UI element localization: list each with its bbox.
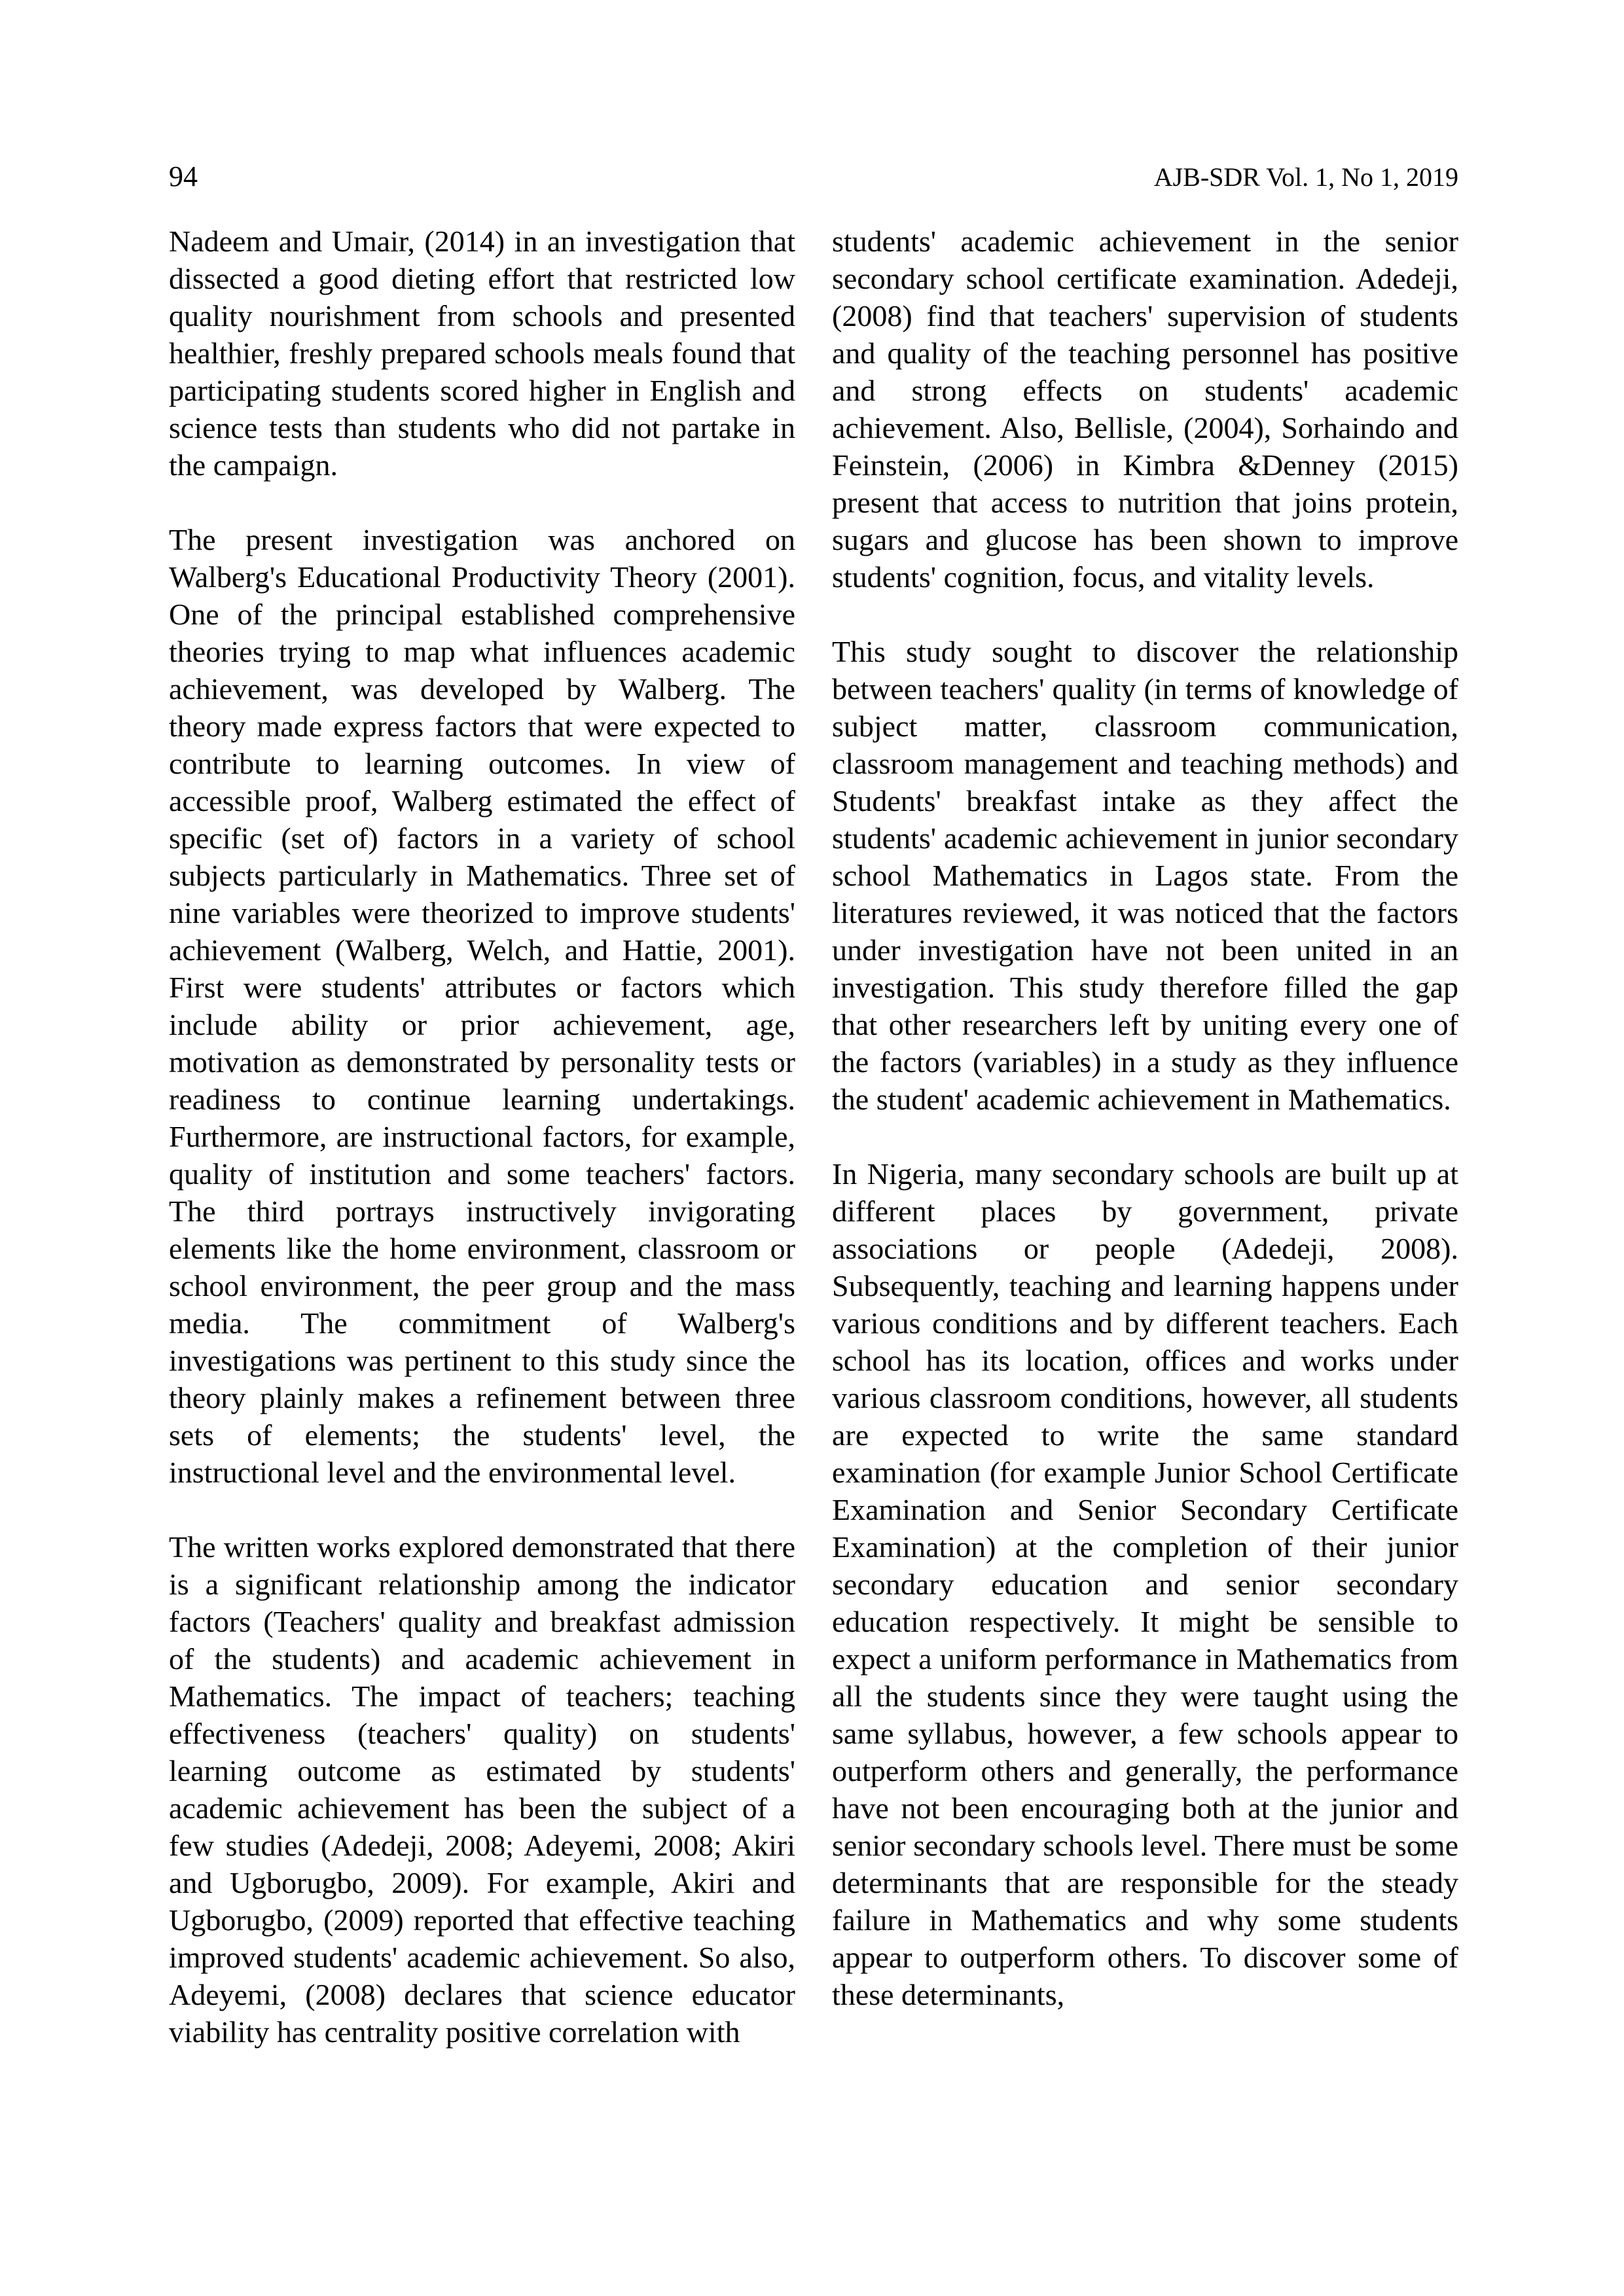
paragraph: The present investigation was anchored on Walberg's Educational Productivity Theory (2001). One of the principal established comprehensive theories trying to map what influences academic achievement, was developed by Walberg. The theory made express factors that were expected to contribute to learning outcomes. In view of accessible proof, Walberg estimated the effect of specific (set of) factors in a variety of school subjects particularly in Mathematics. Three set of nine variables were theorized to improve students' achievement (Walberg, Welch, and Hattie, 2001). First were students' attributes or factors which include ability or prior achievement, age, motivation as demonstrated by personality tests or readiness to continue learning undertakings. Furthermore, are instructional factors, for example, quality of institution and some teachers' factors. The third portrays instructively invigorating elements like the home environment, classroom or school environment, the peer group and the mass media. The commitment of Walberg's investigations was pertinent to this study since the theory plainly makes a refinement between three sets of elements; the students' level, the instructional level and the environmental level. [169, 523, 795, 1489]
paragraph: This study sought to discover the relationship between teachers' quality (in terms of knowledge of subject matter, classroom communication, classroom management and teaching methods) and Students' breakfast intake as they affect the students' academic achievement in junior secondary school Mathematics in Lagos state. From the literatures reviewed, it was noticed that the factors under investigation have not been united in an investigation. This study therefore filled the gap that other researchers left by uniting every one of the factors (variables) in a study as they influence the student' academic achievement in Mathematics. [832, 635, 1458, 1116]
left-column [169, 223, 795, 2051]
page-number: 94 [169, 160, 198, 192]
paragraph: students' academic achievement in the senior secondary school certificate examination. Adedeji, (2008) find that teachers' supervision of students and quality of the teaching personnel has positive and strong effects on students' academic achievement. Also, Bellisle, (2004), Sorhaindo and Feinstein, (2006) in Kimbra &Denney (2015) present that access to nutrition that joins protein, sugars and glucose has been shown to improve students' cognition, focus, and vitality levels. [832, 224, 1458, 594]
page-header [169, 162, 1458, 191]
paragraph: The written works explored demonstrated that there is a significant relationship among the indicator factors (Teachers' quality and breakfast admission of the students) and academic achievement in Mathematics. The impact of teachers; teaching effectiveness (teachers' quality) on students' learning outcome as estimated by students' academic achievement has been the subject of a few studies (Adedeji, 2008; Adeyemi, 2008; Akiri and Ugborugbo, 2009). For example, Akiri and Ugborugbo, (2009) reported that effective teaching improved students' academic achievement. So also, Adeyemi, (2008) declares that science educator viability has centrality positive correlation with [169, 1530, 795, 2049]
journal-reference: AJB-SDR Vol. 1, No 1, 2019 [1153, 162, 1458, 192]
paragraph: In Nigeria, many secondary schools are built up at different places by government, private associations or people (Adedeji, 2008). Subsequently, teaching and learning happens under various conditions and by different teachers. Each school has its location, offices and works under various classroom conditions, however, all students are expected to write the same standard examination (for example Junior School Certificate Examination and Senior Secondary Certificate Examination) at the completion of their junior secondary education and senior secondary education respectively. It might be sensible to expect a uniform performance in Mathematics from all the students since they were taught using the same syllabus, however, a few schools appear to outperform others and generally, the performance have not been encouraging both at the junior and senior secondary schools level. There must be some determinants that are responsible for the steady failure in Mathematics and why some students appear to outperform others. To discover some of these determinants, [832, 1157, 1458, 2011]
right-column [832, 223, 1458, 2051]
text-columns [169, 223, 1458, 2051]
paragraph: Nadeem and Umair, (2014) in an investigation that dissected a good dieting effort that restricted low quality nourishment from schools and presented healthier, freshly prepared schools meals found that participating students scored higher in English and science tests than students who did not partake in the campaign. [169, 224, 795, 482]
